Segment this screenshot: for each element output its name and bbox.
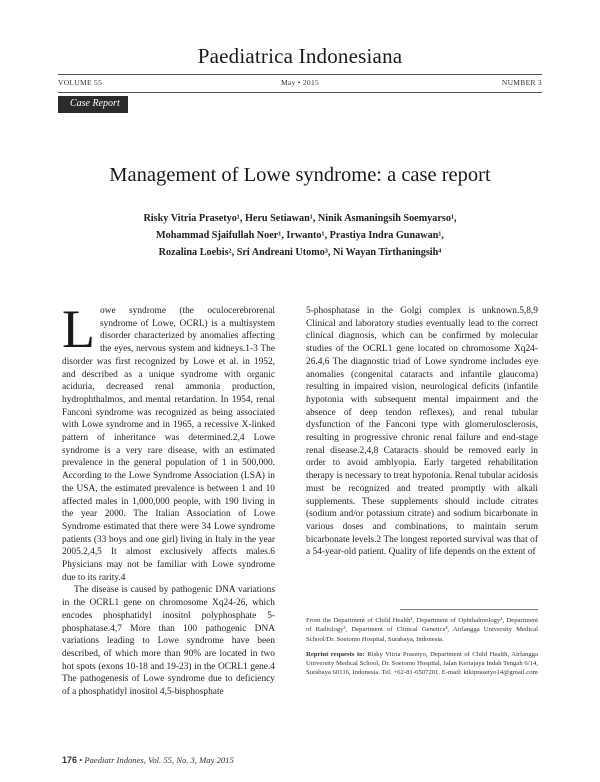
drop-cap: L <box>62 299 95 359</box>
footnote-block <box>306 616 538 684</box>
paragraph-text: owe syndrome (the oculocerebrorenal syndrome of Lowe, OCRL) is a multisystem disorder characterized by anomalies affecting the eyes, nervous system and kidneys.1-3 The disorder was first recognized by Lowe et al. in 1952, and described as a unique syndrome with organic aciduria, decreased renal ammonia production, hydrophthalmos, and mental retardation. In 1954, renal Fanconi syndrome was recognized as being associated with Lowe syndrome and in 1965, a recessive X-linked pattern of inheritance was determined.2,4 Lowe syndrome is a very rare disease, with an estimated prevalence in the general population of 1 in 500,000. According to the Lowe Syndrome Association (LSA) in the USA, the estimated prevalence is between 1 and 10 affected males in 1,000,000 people, with 190 living in the year 2000. The Italian Association of Lowe Syndrome estimated that there were 34 Lowe syndrome patients (33 boys and one girl) living in Italy in the year 2005.2,4,5 It almost exclusively affects males.6 Physicians may not be familiar with Lowe syndrome due to its rarity.4 <box>62 306 275 583</box>
body-paragraph: 5-phosphatase in the Golgi complex is unknown.5,8,9 Clinical and laboratory studies eventually lead to the correct clinical diagnosis, which can be confirmed by molecular studies of the OCRL1 gene located on chromosome Xq24-26.4,6 The diagnostic triad of Lowe syndrome includes eye anomalies (congenital cataracts and infantile glaucoma) resulting in impaired vision, neurological deficits (infantile hypotonia with subsequent mental impairment and the absence of deep tendon reflexes), and renal tubular dysfunction of the Fanconi type with glomerulosclerosis, resulting in progressive chronic renal failure and end-stage renal disease.2,4,8 Cataracts should be removed early in order to avoid amblyopia. Early targeted rehabilitation therapy is necessary to treat hypotonia. Renal tubular acidosis must be recognized and treated promptly with alkali supplements. These supplements should include citrates (sodium and/or potassium citrate) and sodium bicarbonate in various doses and combinations, to maintain serum bicarbonate levels.2 The longest reported survival was that of a 54-year-old patient. Quality of life depends on the extent of <box>306 306 538 558</box>
issue-date: May • 2015 <box>280 78 320 87</box>
volume-label: VOLUME 55 <box>58 78 103 87</box>
header-top-rule <box>58 74 542 75</box>
issue-line <box>58 78 542 90</box>
body-column-left <box>62 299 275 699</box>
issue-number: NUMBER 3 <box>501 78 542 87</box>
reprint-label: Reprint requests to: <box>306 650 365 658</box>
authors-line: Mohammad Sjaifullah Noer¹, Irwanto¹, Prastiya Indra Gunawan¹, <box>156 230 444 241</box>
journal-title: Paediatrica Indonesiana <box>197 44 403 68</box>
body-paragraph: The disease is caused by pathogenic DNA variations in the OCRL1 gene on chromosome Xq24-26, which encodes phosphatidyl inositol polyphosphate 5-phosphatase.4,7 More than 100 pathogenic DNA variations leading to Lowe syndrome have been described, of which more than 90% are located in two hot spots (exons 10-18 and 19-23) in the OCRL1 gene.4 The pathogenesis of Lowe syndrome due to deficiency of a phosphatidyl inositol 4,5-bisphosphate <box>62 585 275 698</box>
footer-citation: • Paediatr Indones, Vol. 55, No. 3, May 2015 <box>77 755 234 765</box>
page-number: 176 <box>62 755 78 765</box>
body-column-right <box>306 305 538 559</box>
affiliations-note: From the Department of Child Health¹, Department of Ophthalmology², Department of Radiology³, Department of Clinical Genetics⁴, Airlangga University Medical School/Dr. Soetomo Hospital, Surabaya, Indonesia. <box>306 617 538 643</box>
reprint-note <box>306 650 538 678</box>
authors-line: Risky Vitria Prasetyo¹, Heru Setiawan¹, Ninik Asmaningsih Soemyarso¹, <box>143 213 457 224</box>
footnote-rule <box>400 609 538 610</box>
header-bottom-rule <box>58 92 542 93</box>
reprint-text: Risky Vitria Prasetyo, Department of Child Health, Airlangga University Medical School, Dr. Soetomo Hospital, Jalan Kertajaya Indah Tengah 6/14, Surabaya 60116, Indonesia. Tel. +62-81-6507201. E-mail: kikiprasetyo14@gmail.com <box>306 650 538 677</box>
section-tag-label: Case Report <box>70 98 120 109</box>
page-footer <box>62 755 234 765</box>
author-list <box>90 210 510 261</box>
authors-line: Rozalina Loebis², Sri Andreani Utomo³, Ni Wayan Tirthaningsih⁴ <box>158 247 442 258</box>
article-title: Management of Lowe syndrome: a case report <box>109 164 491 186</box>
body-paragraph <box>62 299 275 584</box>
